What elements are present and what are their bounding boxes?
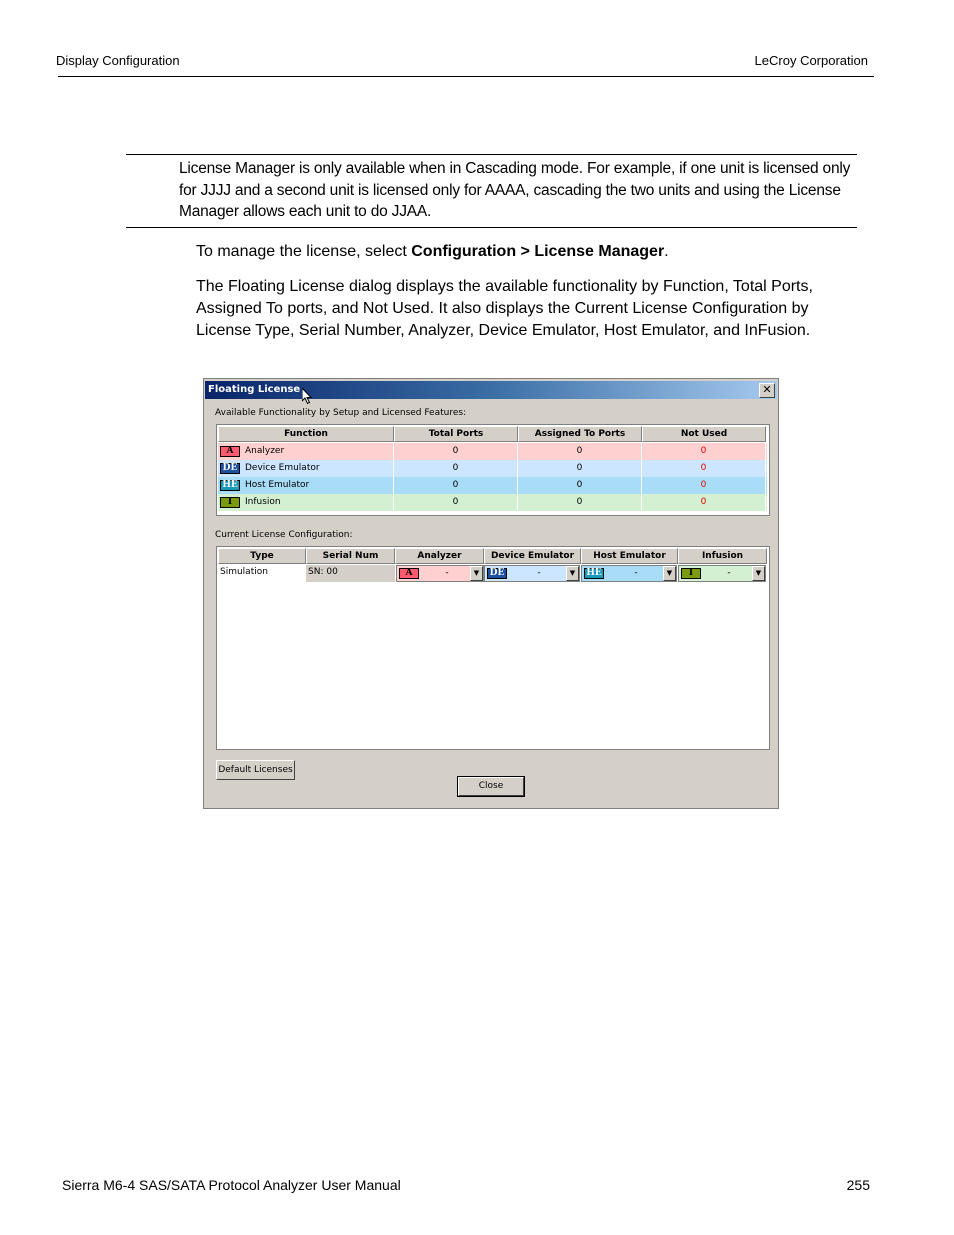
col-header-analyzer[interactable]: Analyzer (395, 548, 484, 564)
functionality-table (216, 424, 770, 516)
table-row-host-emulator[interactable]: HE Host Emulator 0 0 0 (218, 477, 767, 494)
col-header-infusion[interactable]: Infusion (678, 548, 767, 564)
license-type: Simulation (220, 567, 268, 577)
note-text: License Manager is only available when in Cascading mode. For example, if one unit is licensed only for JJJJ and a second unit is licensed only for AAAA, cascading the two units and using the License Manager allows each unit to do JJAA. (179, 160, 851, 220)
instruction-paragraph: To manage the license, select Configuration > License Manager. (196, 243, 669, 260)
col-header-not-used[interactable]: Not Used (642, 426, 766, 442)
col-header-type[interactable]: Type (218, 548, 306, 564)
chevron-down-icon[interactable]: ▼ (752, 566, 765, 581)
dialog-titlebar[interactable] (205, 381, 777, 399)
serial-number: SN: 00 (306, 565, 395, 582)
host-emulator-icon: HE (584, 568, 604, 579)
col-header-host-emulator[interactable]: Host Emulator (581, 548, 678, 564)
analyzer-dropdown[interactable]: A - ▼ (396, 565, 484, 582)
chevron-down-icon[interactable]: ▼ (470, 566, 483, 581)
host-emulator-dropdown[interactable]: HE - ▼ (581, 565, 677, 582)
license-row[interactable] (218, 565, 767, 582)
host-emulator-icon: HE (220, 480, 240, 491)
note-top-rule (126, 154, 857, 155)
close-icon[interactable]: ✕ (759, 383, 775, 398)
chevron-down-icon[interactable]: ▼ (566, 566, 579, 581)
infusion-dropdown[interactable]: I - ▼ (678, 565, 766, 582)
chevron-down-icon[interactable]: ▼ (663, 566, 676, 581)
col-header-total-ports[interactable]: Total Ports (394, 426, 518, 442)
section2-label: Current License Configuration: (215, 530, 353, 540)
infusion-icon: I (220, 497, 240, 508)
col-header-function[interactable]: Function (218, 426, 394, 442)
table-row-analyzer[interactable]: A Analyzer 0 0 0 (218, 443, 767, 460)
table-row-device-emulator[interactable]: DE Device Emulator 0 0 0 (218, 460, 767, 477)
header-rule (58, 76, 874, 77)
analyzer-icon: A (399, 568, 419, 579)
dialog-title: Floating License (208, 384, 301, 395)
device-emulator-icon: DE (487, 568, 507, 579)
description-paragraph: The Floating License dialog displays the available functionality by Function, Total Ports, Assigned To ports, and Not Used. It also displays the Current License Configuration by License Type, Serial Number, Analyzer, Device Emulator, Host Emulator, and InFusion. (196, 278, 813, 339)
mouse-cursor-icon (302, 388, 313, 405)
footer-manual-title: Sierra M6-4 SAS/SATA Protocol Analyzer User Manual (62, 1177, 401, 1193)
footer-page-number: 255 (846, 1177, 870, 1193)
col-header-serial-num[interactable]: Serial Num (306, 548, 395, 564)
page-header-right: LeCroy Corporation (754, 53, 868, 68)
section1-label: Available Functionality by Setup and Licensed Features: (215, 408, 467, 418)
page-header-left: Display Configuration (56, 53, 180, 68)
table-row-infusion[interactable]: I Infusion 0 0 0 (218, 494, 767, 511)
col-header-assigned-to-ports[interactable]: Assigned To Ports (518, 426, 642, 442)
license-configuration-table (216, 546, 770, 750)
device-emulator-icon: DE (220, 463, 240, 474)
note-bottom-rule (126, 227, 857, 228)
col-header-device-emulator[interactable]: Device Emulator (484, 548, 581, 564)
close-button[interactable]: Close (458, 777, 524, 796)
device-emulator-dropdown[interactable]: DE - ▼ (484, 565, 580, 582)
floating-license-dialog (203, 378, 779, 809)
infusion-icon: I (681, 568, 701, 579)
menu-path: Configuration > License Manager (411, 243, 665, 260)
default-licenses-button[interactable]: Default Licenses (216, 760, 295, 780)
analyzer-icon: A (220, 446, 240, 457)
